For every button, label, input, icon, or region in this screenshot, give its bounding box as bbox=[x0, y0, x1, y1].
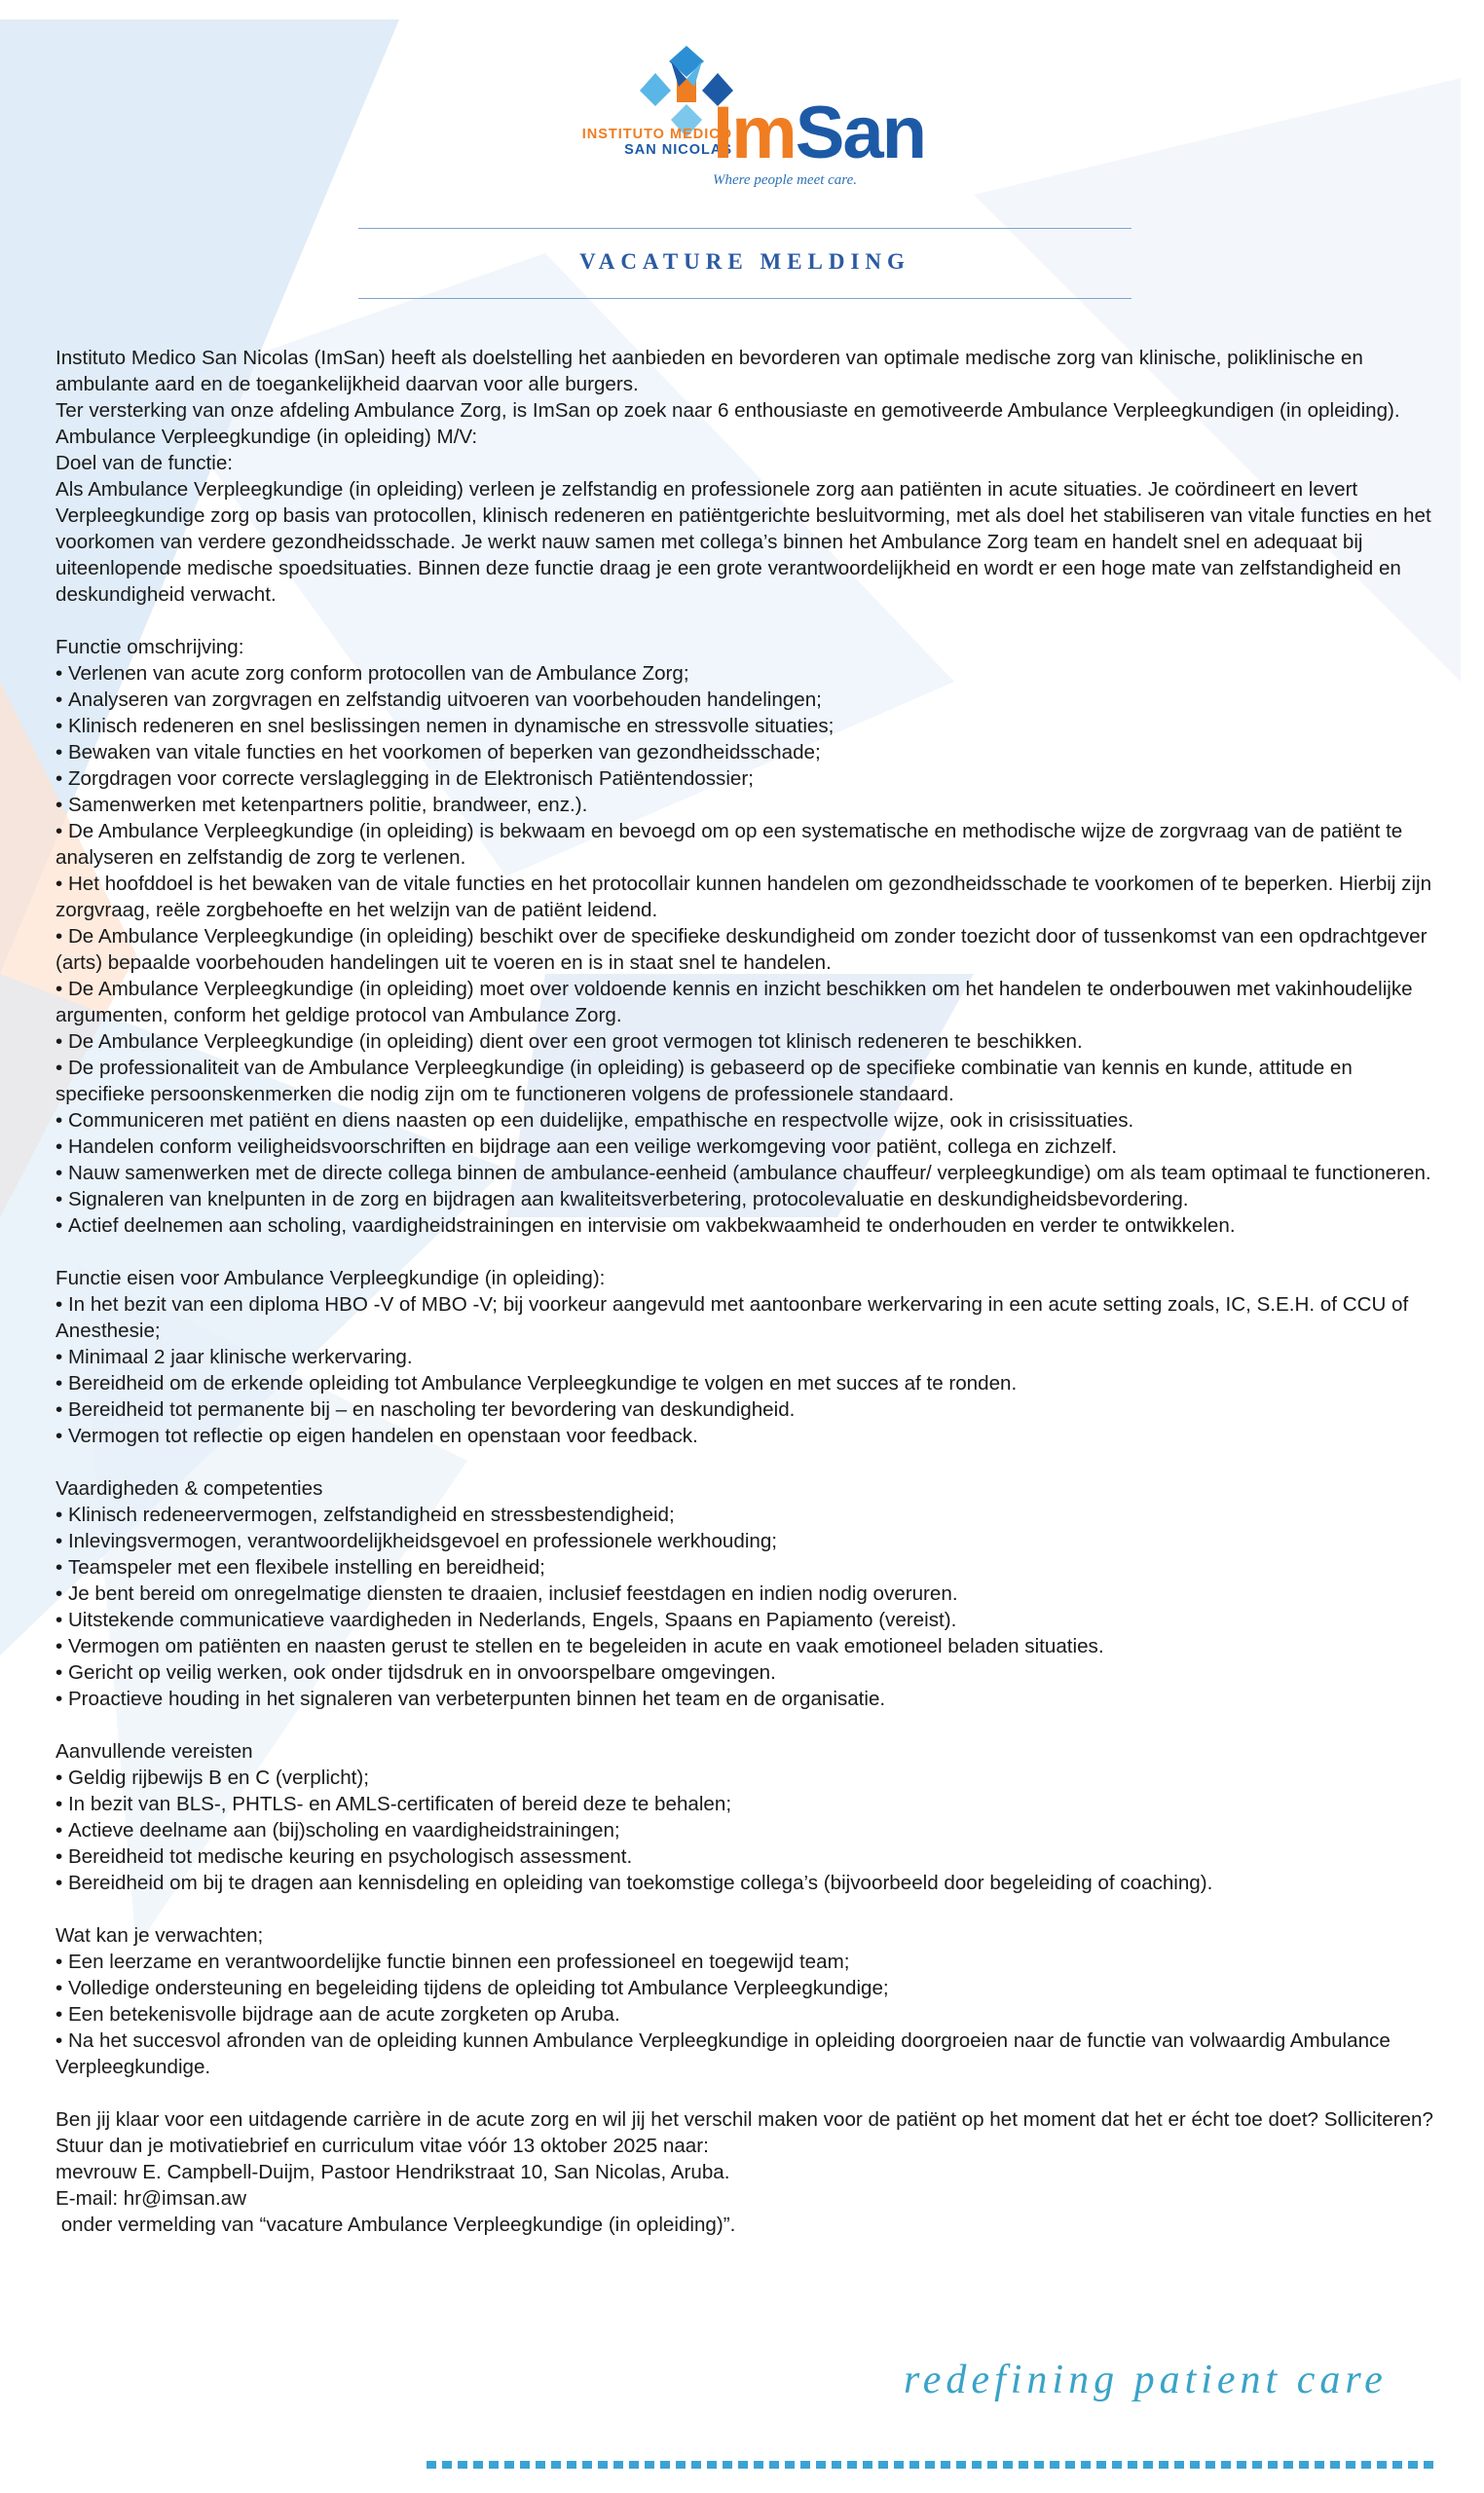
section-verwachten bbox=[56, 1922, 1438, 2080]
list-item: • Analyseren van zorgvragen en zelfstandig uitvoeren van voorbehouden handelingen; bbox=[56, 687, 1438, 713]
list-item: • Samenwerken met ketenpartners politie, brandweer, enz.). bbox=[56, 792, 1438, 818]
section-heading: Vaardigheden & competenties bbox=[56, 1477, 323, 1500]
list-item: • Proactieve houding in het signaleren van verbeterpunten binnen het team en de organisatie. bbox=[56, 1686, 1438, 1712]
list-item: • De Ambulance Verpleegkundige (in opleiding) moet over voldoende kennis en inzicht beschikken om het handelen te onderbouwen met vakinhoudelijke argumenten, conform het geldige protocol van Ambulance Zorg. bbox=[56, 976, 1438, 1028]
list-item: • Vermogen om patiënten en naasten gerust te stellen en te begeleiden in acute en vaak emotioneel beladen situaties. bbox=[56, 1633, 1438, 1659]
list-item: • De Ambulance Verpleegkundige (in opleiding) is bekwaam en bevoegd om op een systematische en methodische wijze de zorgvraag van de patiënt te analyseren en zelfstandig de zorg te verlenen. bbox=[56, 818, 1438, 871]
list-item: • Je bent bereid om onregelmatige diensten te draaien, inclusief feestdagen en indien nodig overuren. bbox=[56, 1581, 1438, 1607]
contact-address: mevrouw E. Campbell-Duijm, Pastoor Hendrikstraat 10, San Nicolas, Aruba. bbox=[56, 2161, 730, 2183]
list-item: • Communiceren met patiënt en diens naasten op een duidelijke, empathische en respectvolle wijze, ook in crisissituaties. bbox=[56, 1107, 1438, 1134]
list-item: • Inlevingsvermogen, verantwoordelijkheidsgevoel en professionele werkhouding; bbox=[56, 1528, 1438, 1554]
imsan-logo bbox=[545, 44, 954, 200]
vacancy-content bbox=[56, 345, 1438, 2238]
list-item: • Actief deelnemen aan scholing, vaardigheidstrainingen en intervisie om vakbekwaamheid te onderhouden en verder te ontwikkelen. bbox=[56, 1212, 1438, 1239]
divider-bottom bbox=[358, 298, 1132, 299]
contact-email[interactable]: E-mail: hr@imsan.aw bbox=[56, 2187, 246, 2210]
slogan: redefining patient care bbox=[904, 2358, 1388, 2402]
list-item: • Uitstekende communicatieve vaardigheden in Nederlands, Engels, Spaans en Papiamento (vereist). bbox=[56, 1607, 1438, 1633]
logo-line1: INSTITUTO MEDICO bbox=[581, 127, 732, 142]
section-omschrijving bbox=[56, 634, 1438, 1239]
intro-paragraph: Ter versterking van onze afdeling Ambulance Zorg, is ImSan op zoek naar 6 enthousiaste en gemotiveerde Ambulance Verpleegkundigen (in opleiding). bbox=[56, 399, 1400, 422]
divider-top bbox=[358, 228, 1132, 229]
logo-san: San bbox=[795, 92, 926, 174]
list-item: • Verlenen van acute zorg conform protocollen van de Ambulance Zorg; bbox=[56, 660, 1438, 687]
section-heading: Functie omschrijving: bbox=[56, 636, 244, 658]
section-aanvullend bbox=[56, 1738, 1438, 1896]
list-item: • Nauw samenwerken met de directe collega binnen de ambulance-eenheid (ambulance chauffeur/ verpleegkundige) om als team optimaal te functioneren. bbox=[56, 1160, 1438, 1186]
list-item: • In het bezit van een diploma HBO -V of MBO -V; bij voorkeur aangevuld met aantoonbare werkervaring in een acute setting zoals, IC, S.E.H. of CCU of Anesthesie; bbox=[56, 1291, 1438, 1344]
list-item: • Bewaken van vitale functies en het voorkomen of beperken van gezondheidsschade; bbox=[56, 739, 1438, 765]
list-item: • In bezit van BLS-, PHTLS- en AMLS-certificaten of bereid deze te behalen; bbox=[56, 1791, 1438, 1817]
logo-wordmark bbox=[713, 94, 925, 172]
contact-block bbox=[56, 2133, 1438, 2238]
list-item: • Signaleren van knelpunten in de zorg en bijdragen aan kwaliteitsverbetering, protocolevaluatie en deskundigheidsbevordering. bbox=[56, 1186, 1438, 1212]
section-heading: Functie eisen voor Ambulance Verpleegkundige (in opleiding): bbox=[56, 1267, 606, 1289]
logo-institute-name bbox=[582, 127, 732, 158]
list-item: • Geldig rijbewijs B en C (verplicht); bbox=[56, 1765, 1438, 1791]
section-heading: Doel van de functie: bbox=[56, 452, 234, 474]
list-item: • De Ambulance Verpleegkundige (in opleiding) dient over een groot vermogen tot klinisch redeneren te beschikken. bbox=[56, 1028, 1438, 1055]
list-item: • Zorgdragen voor correcte verslaglegging in de Elektronisch Patiëntendossier; bbox=[56, 765, 1438, 792]
list-item: • Handelen conform veiligheidsvoorschriften en bijdrage aan een veilige werkomgeving voor patiënt, collega en zichzelf. bbox=[56, 1134, 1438, 1160]
list-item: • Bereidheid tot permanente bij – en nascholing ter bevordering van deskundigheid. bbox=[56, 1396, 1438, 1423]
list-item: • Actieve deelname aan (bij)scholing en vaardigheidstrainingen; bbox=[56, 1817, 1438, 1843]
list-item: • De professionaliteit van de Ambulance Verpleegkundige (in opleiding) is gebaseerd op de specifieke combinatie van kennis en kunde, attitude en specifieke persoonskenmerken die nodig zijn om te functioneren volgens de professionele standaard. bbox=[56, 1055, 1438, 1107]
decorative-dash-line bbox=[427, 2461, 1439, 2469]
list-item: • Teamspeler met een flexibele instelling en bereidheid; bbox=[56, 1554, 1438, 1581]
list-item: • Bereidheid tot medische keuring en psychologisch assessment. bbox=[56, 1843, 1438, 1870]
section-eisen bbox=[56, 1265, 1438, 1449]
list-item: • Het hoofddoel is het bewaken van de vitale functies en het protocollair kunnen handelen om gezondheidsschade te voorkomen of te beperken. Hierbij zijn zorgvraag, reële zorgbehoefte en het welzijn van de patiënt leidend. bbox=[56, 871, 1438, 923]
job-title: Ambulance Verpleegkundige (in opleiding) M/V: bbox=[56, 426, 478, 448]
list-item: • Bereidheid om de erkende opleiding tot Ambulance Verpleegkundige te volgen en met succes af te ronden. bbox=[56, 1370, 1438, 1396]
list-item: • Vermogen tot reflectie op eigen handelen en openstaan voor feedback. bbox=[56, 1423, 1438, 1449]
contact-reference: onder vermelding van “vacature Ambulance Verpleegkundige (in opleiding)”. bbox=[56, 2214, 736, 2236]
contact-instruction: Stuur dan je motivatiebrief en curriculum vitae vóór 13 oktober 2025 naar: bbox=[56, 2135, 709, 2157]
section-heading: Aanvullende vereisten bbox=[56, 1740, 253, 1763]
list-item: • Bereidheid om bij te dragen aan kennisdeling en opleiding van toekomstige collega’s (bijvoorbeeld door begeleiding of coaching). bbox=[56, 1870, 1438, 1896]
logo-tagline: Where people meet care. bbox=[713, 172, 857, 188]
page-title: VACATURE MELDING bbox=[579, 249, 910, 274]
section-text: Als Ambulance Verpleegkundige (in opleiding) verleen je zelfstandig en professionele zorg aan patiënten in acute situaties. Je coördineert en levert Verpleegkundige zorg op basis van protocollen, klinisch redeneren en patiëntgerichte besluitvorming, met als doel het stabiliseren van vitale functies en het voorkomen van verdere gezondheidsschade. Je werkt nauw samen met collega’s binnen het Ambulance Zorg team en handelt snel en adequaat bij uiteenlopende medische spoedsituaties. Binnen deze functie draag je een grote verantwoordelijkheid en wordt er een hoge mate van zelfstandigheid en deskundigheid verwacht. bbox=[56, 478, 1431, 606]
section-vaardigheden bbox=[56, 1475, 1438, 1712]
list-item: • Klinisch redeneervermogen, zelfstandigheid en stressbestendigheid; bbox=[56, 1502, 1438, 1528]
list-item: • Na het succesvol afronden van de opleiding kunnen Ambulance Verpleegkundige in opleiding doorgroeien naar de functie van volwaardig Ambulance Verpleegkundige. bbox=[56, 2028, 1438, 2080]
intro-paragraph: Instituto Medico San Nicolas (ImSan) heeft als doelstelling het aanbieden en bevorderen van optimale medische zorg van klinische, poliklinische en ambulante aard en de toegankelijkheid daarvan voor alle burgers. bbox=[56, 347, 1363, 395]
list-item: • Minimaal 2 jaar klinische werkervaring. bbox=[56, 1344, 1438, 1370]
list-item: • Klinisch redeneren en snel beslissingen nemen in dynamische en stressvolle situaties; bbox=[56, 713, 1438, 739]
logo-im: Im bbox=[713, 92, 796, 174]
list-item: • Een leerzame en verantwoordelijke functie binnen een professioneel en toegewijd team; bbox=[56, 1949, 1438, 1975]
section-doel bbox=[56, 450, 1438, 608]
closing-question: Ben jij klaar voor een uitdagende carrière in de acute zorg en wil jij het verschil maken voor de patiënt op het moment dat het er écht toe doet? Solliciteren? bbox=[56, 2108, 1433, 2131]
list-item: • Een betekenisvolle bijdrage aan de acute zorgketen op Aruba. bbox=[56, 2001, 1438, 2028]
section-heading: Wat kan je verwachten; bbox=[56, 1924, 264, 1947]
list-item: • Gericht op veilig werken, ook onder tijdsdruk en in onvoorspelbare omgevingen. bbox=[56, 1659, 1438, 1686]
list-item: • De Ambulance Verpleegkundige (in opleiding) beschikt over de specifieke deskundigheid om zonder toezicht door of tussenkomst van een opdrachtgever (arts) bepaalde voorbehouden handelingen uit te voeren en is in staat snel te handelen. bbox=[56, 923, 1438, 976]
list-item: • Volledige ondersteuning en begeleiding tijdens de opleiding tot Ambulance Verpleegkundige; bbox=[56, 1975, 1438, 2001]
logo-line2: SAN NICOLAS bbox=[624, 142, 732, 158]
